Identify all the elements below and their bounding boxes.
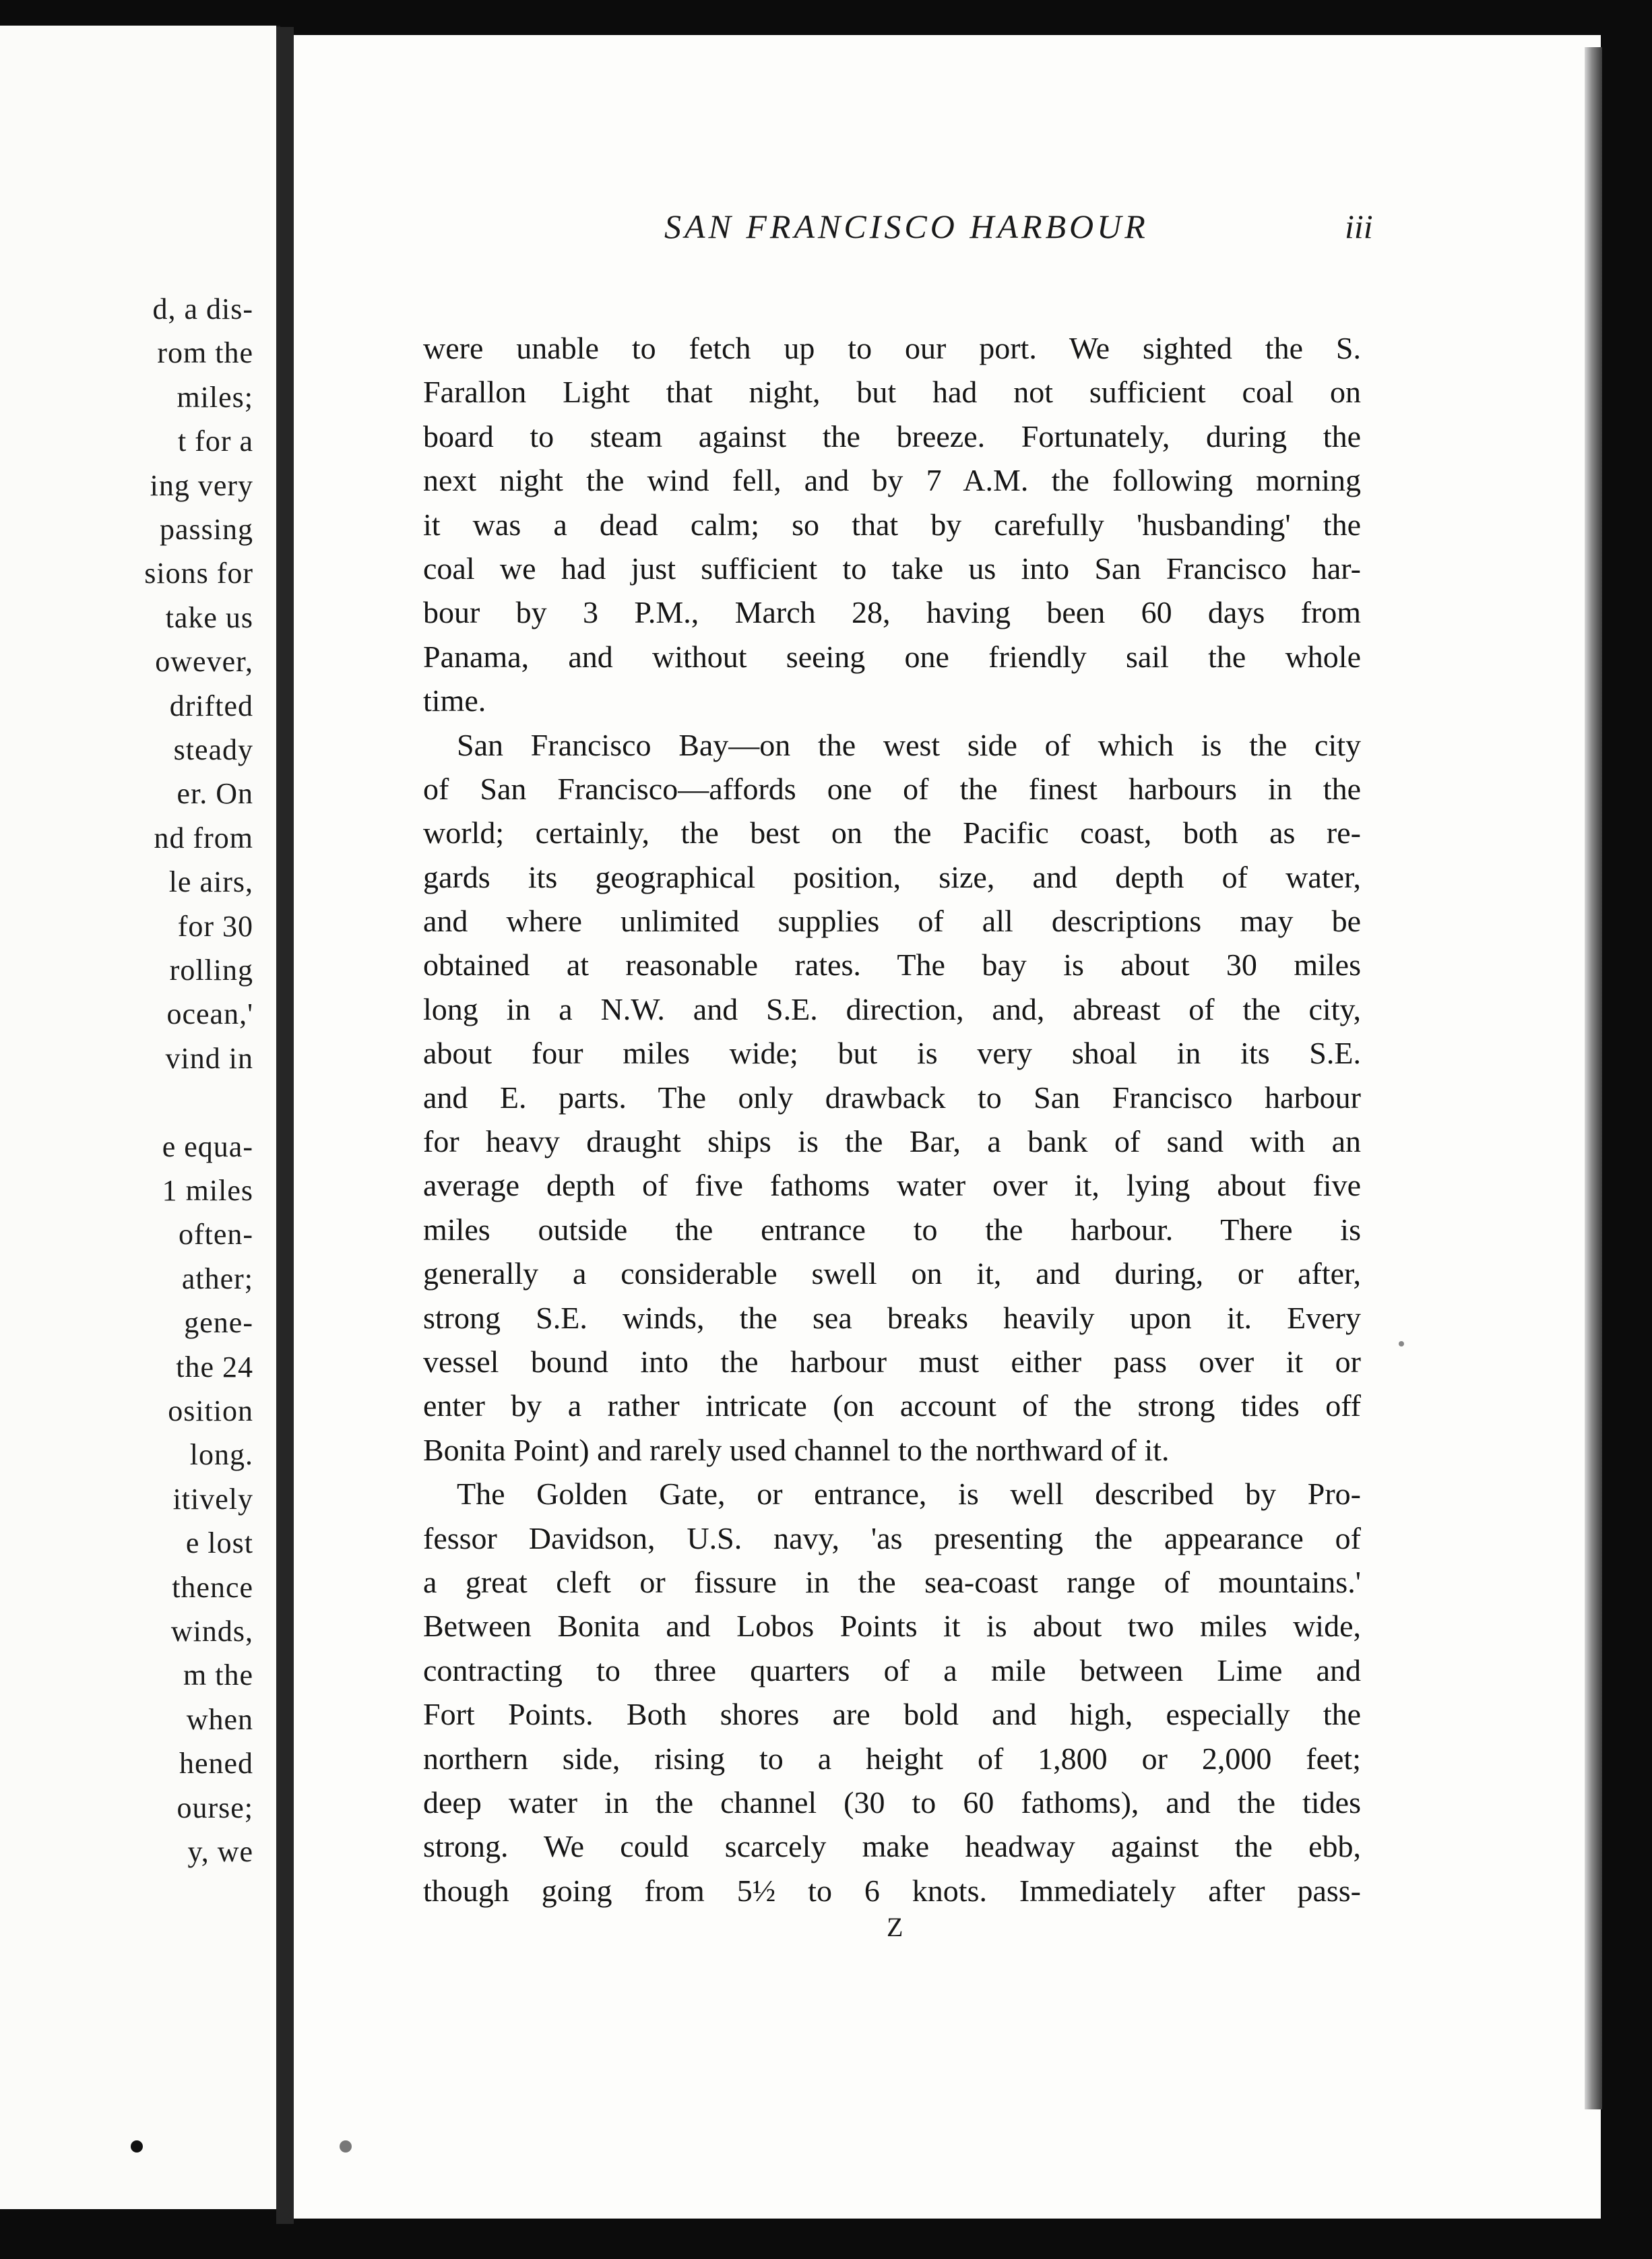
left-text-line: y, we [187, 1835, 253, 1868]
text-line: next night the wind fell, and by 7 A.M. the following morning [423, 463, 1361, 498]
left-text-line: er. On [177, 777, 253, 811]
left-text-line: e equa- [162, 1130, 253, 1163]
text-line: world; certainly, the best on the Pacific coast, both as re- [423, 815, 1361, 850]
text-line: contracting to three quarters of a mile between Lime and [423, 1652, 1361, 1688]
text-line: bour by 3 P.M., March 28, having been 60 days from [423, 595, 1361, 630]
text-line: Bonita Point) and rarely used channel to the northward of it. [423, 1432, 1170, 1467]
text-line: Fort Points. Both shores are bold and high, especially the [423, 1697, 1361, 1732]
text-line: and E. parts. The only drawback to San Francisco harbour [423, 1080, 1361, 1115]
text-line: strong. We could scarcely make headway against the ebb, [423, 1829, 1361, 1864]
left-text-line: gene- [184, 1306, 253, 1340]
left-text-line: often- [178, 1218, 253, 1251]
left-text-line: take us [165, 600, 253, 634]
running-head: SAN FRANCISCO HARBOUR [664, 208, 1149, 245]
text-line: miles outside the entrance to the harbour. There is [423, 1212, 1361, 1247]
text-line: and where unlimited supplies of all descriptions may be [423, 904, 1361, 939]
ink-speck [131, 2140, 143, 2153]
signature-mark: Z [887, 1912, 903, 1942]
left-text-line: ocean,' [166, 997, 253, 1031]
text-line: average depth of five fathoms water over it, lying about five [423, 1168, 1361, 1203]
left-text-line: d, a dis- [152, 292, 253, 326]
text-line: The Golden Gate, or entrance, is well described by Pro- [457, 1477, 1361, 1512]
left-text-line: ing very [150, 468, 253, 502]
left-text-line: thence [172, 1570, 253, 1604]
left-text-line: ourse; [177, 1791, 253, 1824]
text-line: board to steam against the breeze. Fortunately, during the [423, 419, 1361, 454]
left-text-line: vind in [165, 1041, 253, 1075]
text-line: of San Francisco—affords one of the finest harbours in the [423, 771, 1361, 806]
text-line: time. [423, 683, 486, 718]
left-text-line: e lost [185, 1526, 253, 1560]
text-line: gards its geographical position, size, and depth of water, [423, 859, 1361, 894]
body-text [423, 326, 1361, 1913]
text-line: Farallon Light that night, but had not sufficient coal on [423, 375, 1361, 410]
text-line: fessor Davidson, U.S. navy, 'as presenting the appearance of [423, 1520, 1361, 1555]
text-line: it was a dead calm; so that by carefully 'husbanding' the [423, 507, 1361, 542]
text-line: northern side, rising to a height of 1,800 or 2,000 feet; [423, 1741, 1361, 1776]
page-number: iii [1345, 208, 1373, 245]
left-text-line: rom the [157, 336, 253, 370]
text-line: enter by a rather intricate (on account of the strong tides off [423, 1388, 1361, 1423]
left-text-line: osition [168, 1394, 253, 1427]
book-gutter [276, 27, 294, 2224]
text-line: deep water in the channel (30 to 60 fathoms), and the tides [423, 1785, 1361, 1820]
left-text-line: passing [160, 513, 253, 546]
text-line: coal we had just sufficient to take us into San Francisco har- [423, 551, 1361, 586]
ink-speck [340, 2140, 352, 2153]
text-line: vessel bound into the harbour must either pass over it or [423, 1344, 1361, 1379]
left-text-line: for 30 [177, 909, 253, 943]
left-text-line: the 24 [176, 1350, 253, 1384]
left-text-line: long. [189, 1438, 253, 1472]
left-text-line: miles; [177, 380, 253, 414]
text-line: Panama, and without seeing one friendly sail the whole [423, 639, 1361, 674]
left-page [0, 26, 280, 2209]
text-line: generally a considerable swell on it, and during, or after, [423, 1256, 1361, 1291]
scan-border [0, 2224, 1652, 2259]
right-page [294, 35, 1601, 2219]
left-text-line: m the [183, 1659, 253, 1692]
left-text-line: hened [179, 1747, 253, 1781]
text-line: a great cleft or fissure in the sea-coast range of mountains.' [423, 1564, 1361, 1599]
text-line: about four miles wide; but is very shoal in its S.E. [423, 1036, 1361, 1071]
left-text-line: steady [173, 733, 253, 766]
left-text-line: drifted [169, 689, 253, 722]
text-line: strong S.E. winds, the sea breaks heavily upon it. Every [423, 1300, 1361, 1335]
ink-speck [1399, 1341, 1404, 1347]
text-line: obtained at reasonable rates. The bay is about 30 miles [423, 948, 1361, 983]
text-line: for heavy draught ships is the Bar, a bank of sand with an [423, 1124, 1361, 1159]
page-edge-shadow [1585, 47, 1602, 2109]
left-text-line: winds, [170, 1615, 253, 1648]
left-text-line: 1 miles [162, 1174, 253, 1207]
text-line: were unable to fetch up to our port. We sighted the S. [423, 331, 1361, 365]
left-text-line: owever, [155, 645, 253, 679]
left-text-line: itively [172, 1482, 253, 1516]
text-line: long in a N.W. and S.E. direction, and, abreast of the city, [423, 991, 1361, 1026]
left-text-line: sions for [144, 557, 253, 590]
left-text-line: ather; [181, 1262, 253, 1295]
left-text-line: le airs, [168, 865, 253, 899]
text-line: Between Bonita and Lobos Points it is about two miles wide, [423, 1609, 1361, 1644]
left-text-line: rolling [169, 954, 253, 987]
left-text-line: t for a [177, 425, 253, 458]
left-text-line: when [186, 1702, 253, 1736]
left-text-line: nd from [154, 821, 253, 855]
text-line: though going from 5½ to 6 knots. Immediately after pass- [423, 1873, 1361, 1908]
page-header [294, 207, 1601, 261]
text-line: San Francisco Bay—on the west side of which is the city [457, 727, 1361, 762]
